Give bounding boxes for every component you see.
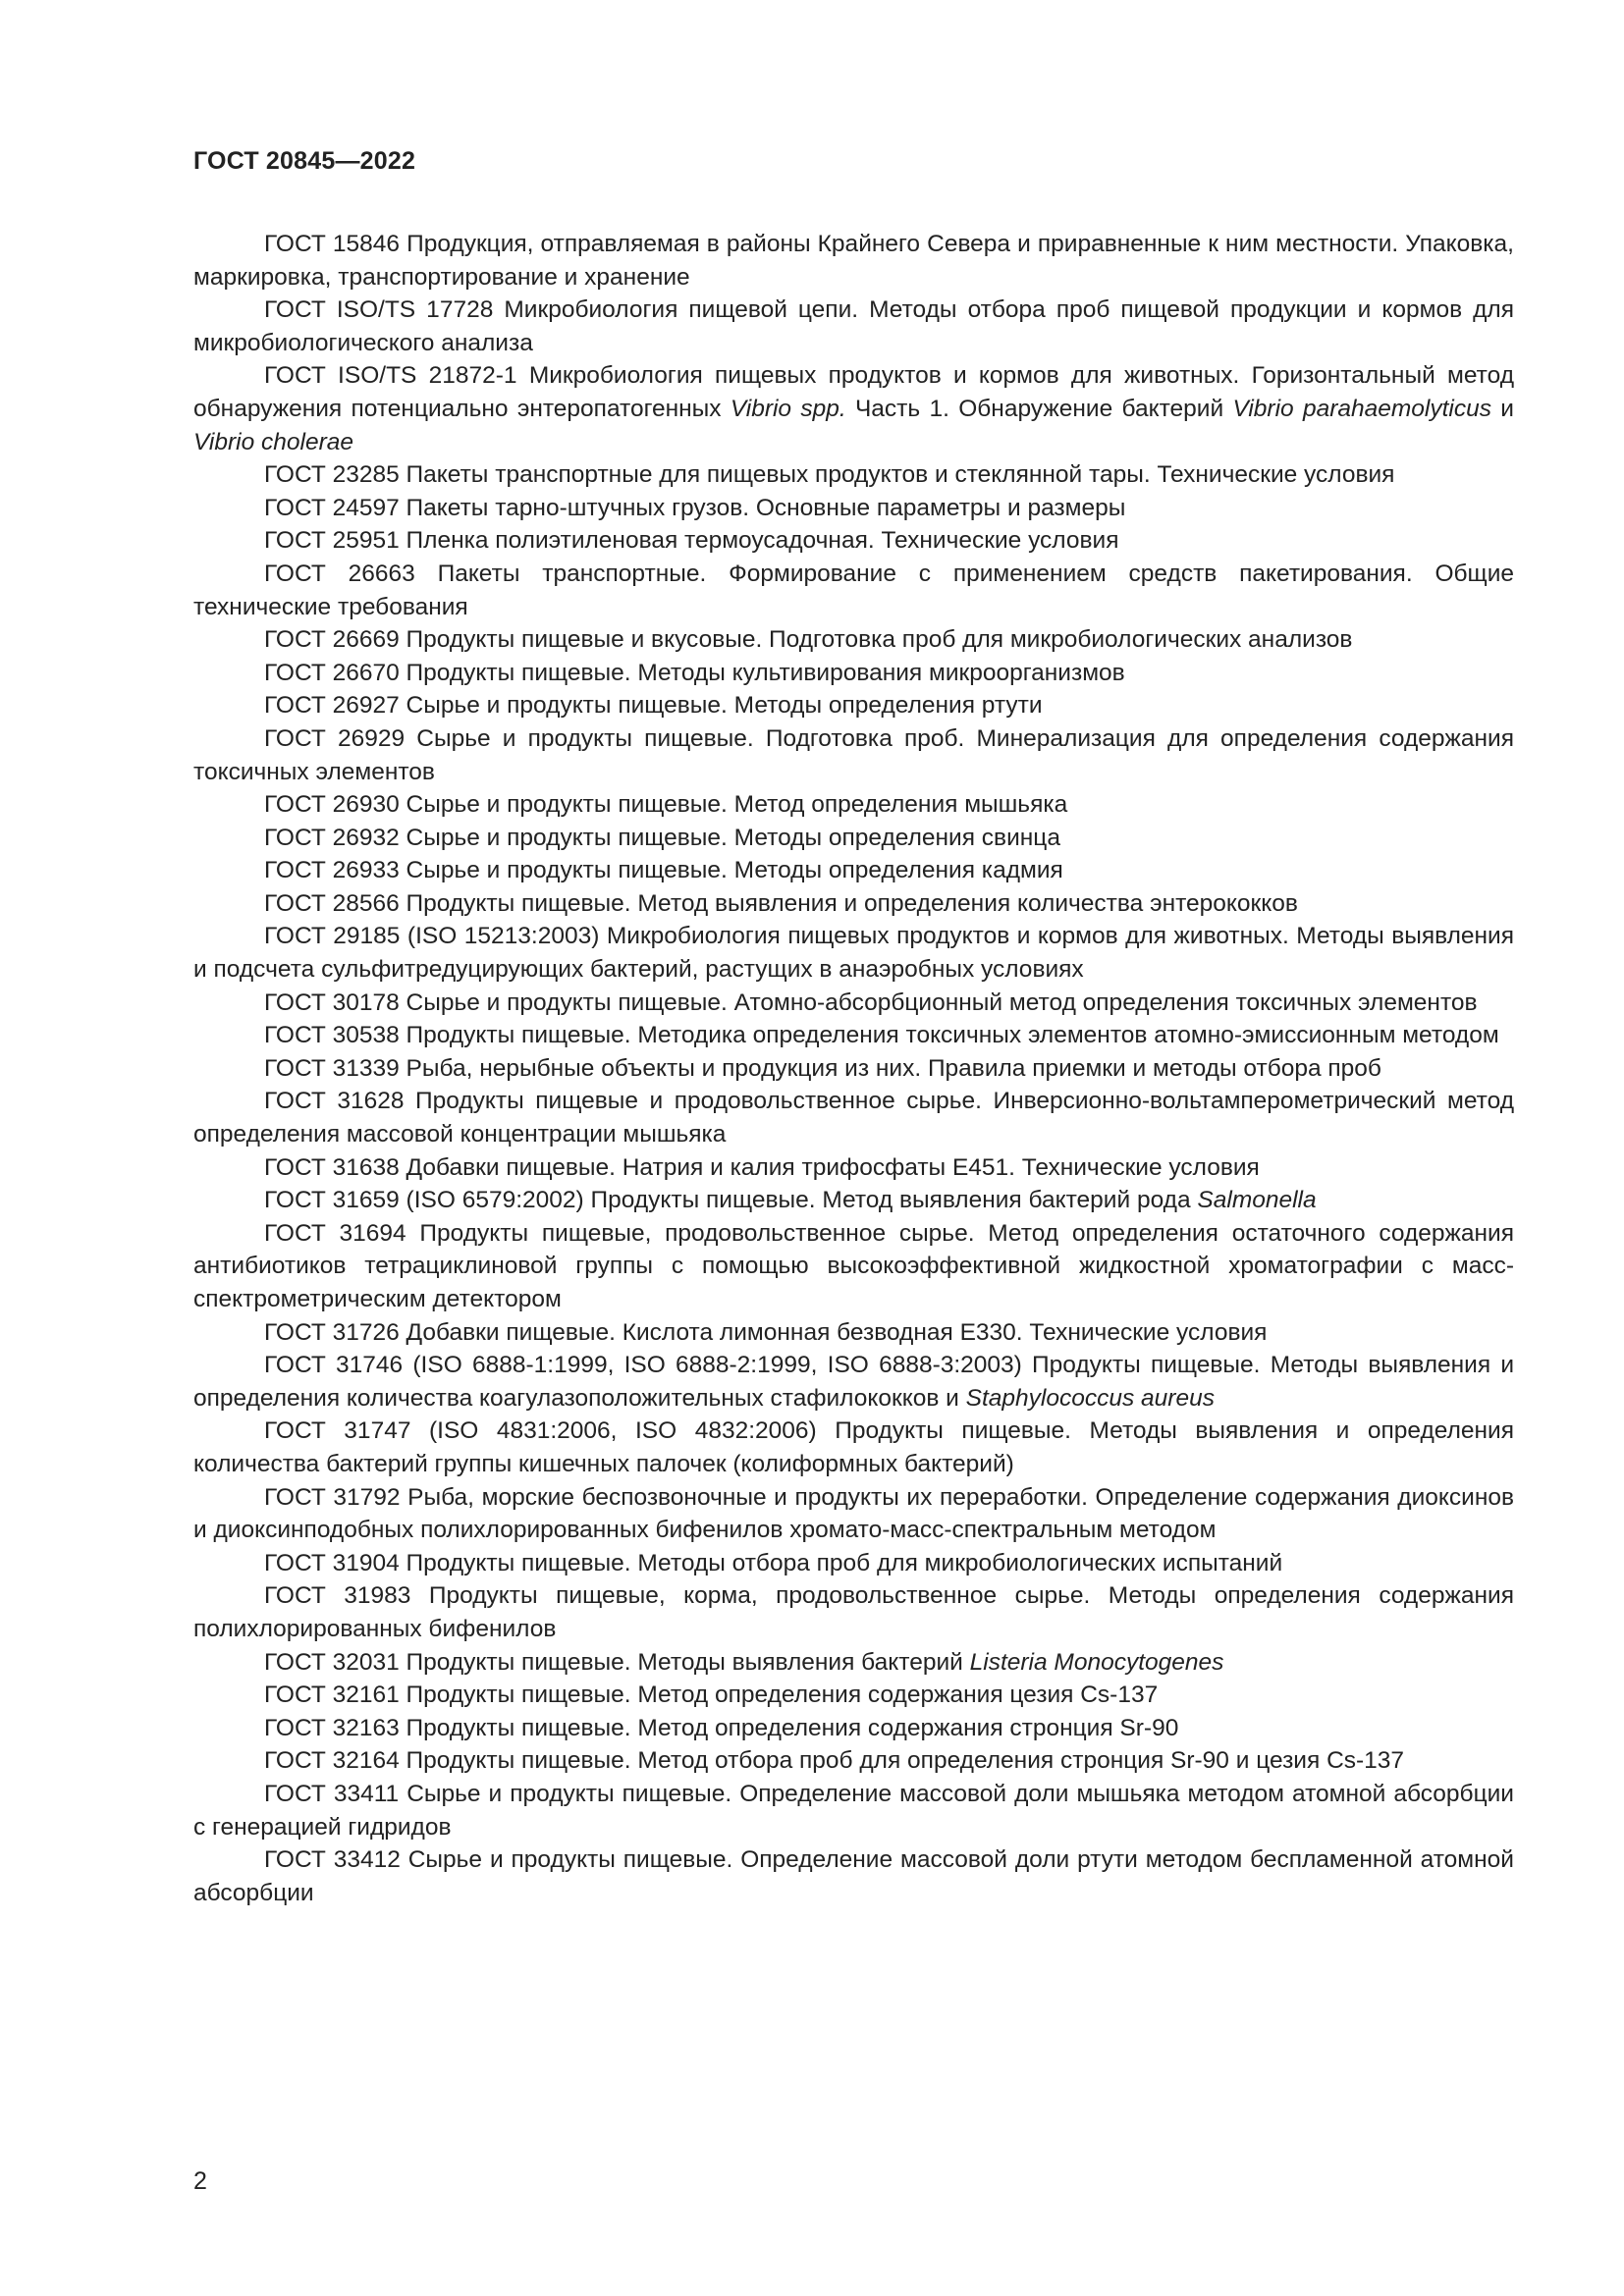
reference-title-italic: Salmonella [1197, 1187, 1317, 1214]
reference-entry [193, 1481, 1514, 1547]
reference-entry [193, 722, 1514, 788]
reference-code: ГОСТ 31747 [264, 1417, 411, 1445]
reference-entry [193, 1646, 1514, 1680]
reference-code: ГОСТ 31694 [264, 1219, 406, 1247]
reference-code: ГОСТ 23285 [264, 461, 400, 489]
reference-code: ГОСТ 31746 [264, 1352, 404, 1379]
reference-title: Сырье и продукты пищевые. Метод определения мышьяка [406, 791, 1068, 819]
reference-entry [193, 1679, 1514, 1712]
reference-entry [193, 689, 1514, 722]
reference-code: ГОСТ 26933 [264, 857, 400, 884]
reference-title-italic: Listeria Monocytogenes [969, 1648, 1224, 1676]
reference-title: Продукты пищевые. Метод отбора проб для определения стронция Sr-90 и цезия Cs-137 [406, 1747, 1405, 1775]
reference-title: Добавки пищевые. Натрия и калия трифосфаты Е451. Технические условия [406, 1153, 1260, 1181]
reference-code: ГОСТ 26929 [264, 724, 406, 752]
reference-title: Пакеты транспортные для пищевых продуктов и стеклянной тары. Технические условия [406, 461, 1395, 489]
reference-entry [193, 1217, 1514, 1316]
reference-title: Продукты пищевые. Методы выявления бактерий [406, 1648, 970, 1676]
reference-code: ГОСТ 32031 [264, 1648, 400, 1676]
reference-code: ГОСТ 24597 [264, 494, 400, 521]
reference-entry [193, 623, 1514, 657]
reference-title: (ISO 4831:2006, ISO 4832:2006) Продукты пищевые. Методы выявления и определения количества бактерий группы кишечных палочек (колиформных бактерий) [193, 1417, 1515, 1477]
reference-title: (ISO 6888-1:1999, ISO 6888-2:1999, ISO 6888-3:2003) Продукты пищевые. Методы выявления и определения количества коагулазоположительных стафилококков и [193, 1352, 1515, 1412]
reference-entry [193, 458, 1514, 492]
reference-title: Микробиология пищевой цепи. Методы отбора проб пищевой продукции и кормов для микробиологического анализа [193, 296, 1514, 356]
reference-entry [193, 1778, 1514, 1843]
reference-title: Продукты пищевые и продовольственное сырье. Инверсионно-вольтамперометрический метод определения массовой концентрации мышьяка [193, 1088, 1515, 1148]
reference-entry [193, 788, 1514, 822]
reference-entry [193, 1712, 1514, 1745]
page-number: 2 [193, 2167, 207, 2195]
reference-title: Сырье и продукты пищевые. Методы определения ртути [406, 692, 1043, 720]
reference-entry [193, 1579, 1514, 1645]
reference-code: ГОСТ ISO/TS 21872-1 [264, 362, 517, 390]
reference-title: Сырье и продукты пищевые. Определение массовой доли мышьяка методом атомной абсорбции с генерацией гидридов [193, 1780, 1514, 1841]
reference-code: ГОСТ 31983 [264, 1582, 411, 1610]
reference-entry [193, 228, 1514, 294]
reference-entry [193, 1843, 1514, 1909]
reference-title: Продукты пищевые, корма, продовольственное сырье. Методы определения содержания полихлорированных бифенилов [193, 1582, 1514, 1642]
reference-title: Рыба, нерыбные объекты и продукция из них. Правила приемки и методы отбора проб [406, 1054, 1381, 1082]
reference-title-italic: Vibrio parahaemolyticus [1232, 395, 1491, 422]
reference-title: Продукты пищевые. Методы культивирования микроорганизмов [406, 659, 1125, 686]
reference-title: Продукты пищевые. Методика определения токсичных элементов атомно-эмиссионным методом [406, 1022, 1499, 1049]
reference-title: Продукция, отправляемая в районы Крайнего Севера и приравненные к ним местности. Упаковка, маркировка, транспортирование и хранение [193, 231, 1514, 291]
reference-entry [193, 887, 1514, 921]
reference-code: ГОСТ 26932 [264, 824, 400, 851]
reference-code: ГОСТ 32163 [264, 1714, 400, 1741]
reference-entry [193, 1019, 1514, 1052]
reference-entry [193, 1184, 1514, 1217]
reference-title-italic: Staphylococcus aureus [965, 1384, 1215, 1412]
normative-references-list [193, 228, 1514, 1909]
reference-code: ГОСТ 33411 [264, 1780, 400, 1807]
reference-entry [193, 657, 1514, 690]
reference-code: ГОСТ 15846 [264, 231, 400, 257]
reference-entry [193, 558, 1514, 623]
reference-code: ГОСТ 26927 [264, 692, 400, 720]
reference-entry [193, 1085, 1514, 1150]
reference-title: Микробиология пищевых продуктов и кормов для животных. Горизонтальный метод обнаружения потенциально энтеропатогенных [193, 362, 1514, 422]
reference-title: Добавки пищевые. Кислота лимонная безводная Е330. Технические условия [406, 1318, 1268, 1346]
document-header: ГОСТ 20845—2022 [193, 147, 416, 175]
reference-code: ГОСТ 31638 [264, 1153, 400, 1181]
reference-entry [193, 987, 1514, 1020]
reference-title: Сырье и продукты пищевые. Подготовка проб. Минерализация для определения содержания токсичных элементов [193, 724, 1515, 785]
reference-title: Сырье и продукты пищевые. Методы определения кадмия [406, 857, 1063, 884]
reference-entry [193, 524, 1514, 558]
reference-code: ГОСТ 32164 [264, 1747, 400, 1775]
reference-code: ГОСТ 25951 [264, 527, 400, 555]
reference-title: и [1491, 395, 1514, 422]
reference-title: Рыба, морские беспозвоночные и продукты их переработки. Определение содержания диоксинов и диоксинподобных полихлорированных бифенилов хромато-масс-спектральным методом [193, 1483, 1514, 1544]
reference-code: ГОСТ 31659 [264, 1187, 400, 1214]
reference-entry [193, 1744, 1514, 1778]
reference-entry [193, 359, 1514, 458]
reference-entry [193, 1052, 1514, 1086]
reference-entry [193, 1547, 1514, 1580]
reference-code: ГОСТ 29185 [264, 923, 401, 950]
reference-title-italic: Vibrio spp. [730, 395, 846, 422]
reference-title: Продукты пищевые и вкусовые. Подготовка проб для микробиологических анализов [406, 626, 1353, 654]
reference-entry [193, 822, 1514, 855]
reference-title: (ISO 6579:2002) Продукты пищевые. Метод выявления бактерий рода [406, 1187, 1198, 1214]
reference-code: ГОСТ 30178 [264, 988, 400, 1016]
reference-entry [193, 854, 1514, 887]
reference-entry [193, 920, 1514, 986]
reference-code: ГОСТ 26670 [264, 659, 400, 686]
reference-entry [193, 1349, 1514, 1415]
reference-code: ГОСТ 31792 [264, 1483, 401, 1511]
reference-code: ГОСТ 26930 [264, 791, 400, 819]
reference-code: ГОСТ 33412 [264, 1846, 401, 1874]
reference-code: ГОСТ 32161 [264, 1682, 400, 1709]
reference-title: Часть 1. Обнаружение бактерий [845, 395, 1233, 422]
reference-code: ГОСТ 26663 [264, 560, 415, 587]
reference-title: Пленка полиэтиленовая термоусадочная. Технические условия [406, 527, 1119, 555]
reference-code: ГОСТ ISO/TS 17728 [264, 296, 494, 324]
reference-code: ГОСТ 26669 [264, 626, 400, 654]
reference-code: ГОСТ 31628 [264, 1088, 405, 1115]
reference-entry [193, 294, 1514, 359]
reference-title: Продукты пищевые, продовольственное сырье. Метод определения остаточного содержания антибиотиков тетрациклиновой группы с помощью высокоэффективной жидкостной хроматографии с масс-спектрометрическим детектором [193, 1219, 1514, 1312]
reference-entry [193, 1151, 1514, 1185]
reference-title-italic: Vibrio cholerae [193, 428, 353, 455]
reference-code: ГОСТ 31904 [264, 1549, 400, 1576]
reference-title: Сырье и продукты пищевые. Методы определения свинца [406, 824, 1060, 851]
reference-title: (ISO 15213:2003) Микробиология пищевых продуктов и кормов для животных. Методы выявления и подсчета сульфитредуцирующих бактерий, растущих в анаэробных условиях [193, 923, 1514, 984]
reference-entry [193, 492, 1514, 525]
reference-title: Пакеты транспортные. Формирование с применением средств пакетирования. Общие технические требования [193, 560, 1515, 620]
reference-title: Продукты пищевые. Метод определения содержания стронция Sr-90 [406, 1714, 1179, 1741]
reference-code: ГОСТ 28566 [264, 889, 400, 917]
reference-entry [193, 1316, 1514, 1350]
reference-code: ГОСТ 30538 [264, 1022, 400, 1049]
reference-title: Сырье и продукты пищевые. Атомно-абсорбционный метод определения токсичных элементов [406, 988, 1478, 1016]
reference-title: Сырье и продукты пищевые. Определение массовой доли ртути методом беспламенной атомной абсорбции [193, 1846, 1514, 1906]
reference-title: Продукты пищевые. Метод выявления и определения количества энтерококков [406, 889, 1298, 917]
reference-title: Продукты пищевые. Методы отбора проб для микробиологических испытаний [406, 1549, 1283, 1576]
reference-code: ГОСТ 31339 [264, 1054, 400, 1082]
reference-code: ГОСТ 31726 [264, 1318, 400, 1346]
reference-entry [193, 1415, 1514, 1480]
reference-title: Продукты пищевые. Метод определения содержания цезия Cs-137 [406, 1682, 1159, 1709]
reference-title: Пакеты тарно-штучных грузов. Основные параметры и размеры [406, 494, 1126, 521]
